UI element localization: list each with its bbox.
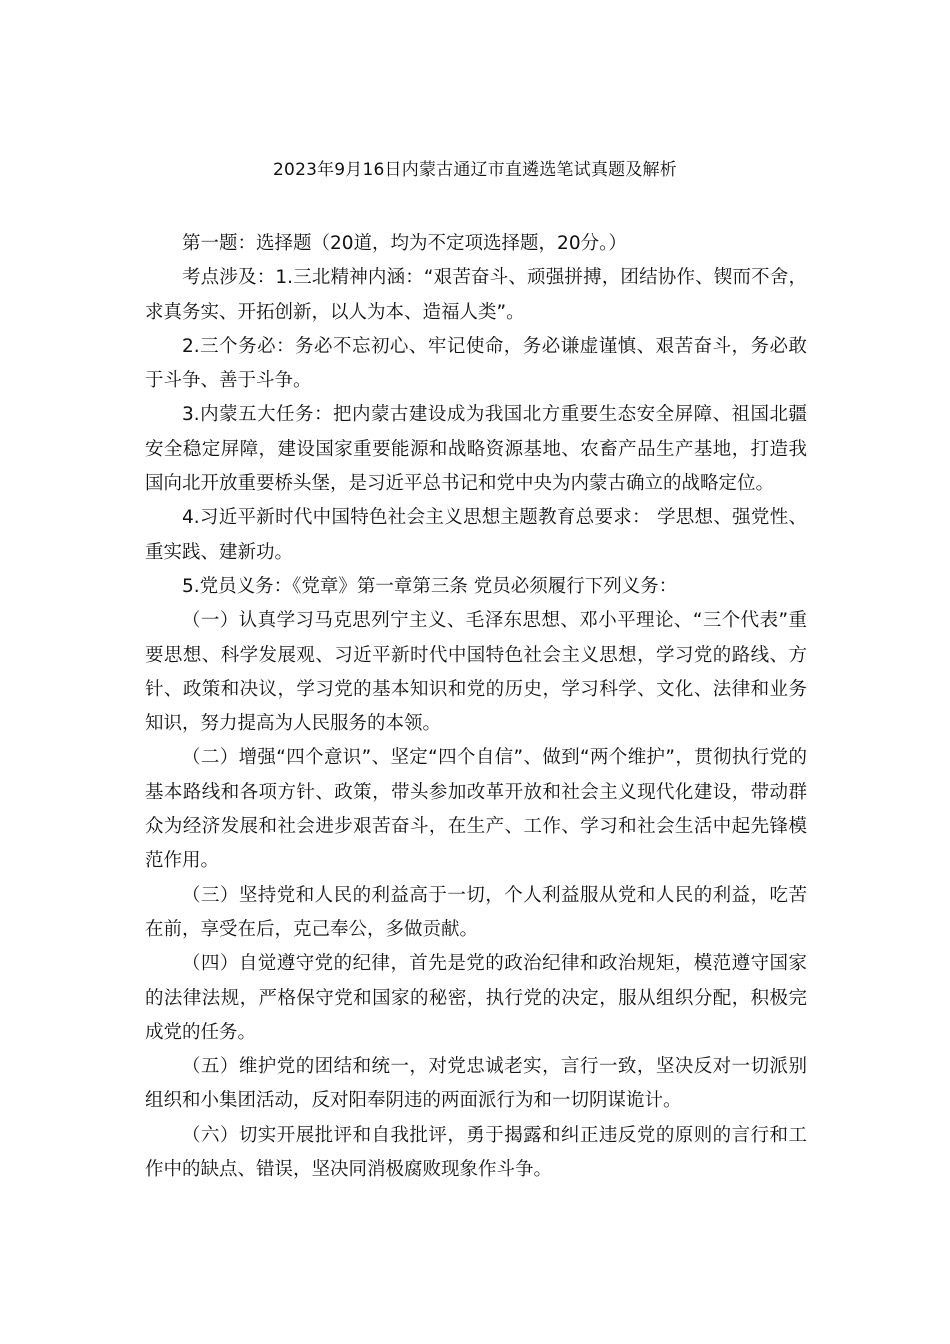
paragraph-duty-2: （二）增强“四个意识”、坚定“四个自信”、做到“两个维护”，贯彻执行党的基本路线和各项方针、政策，带头参加改革开放和社会主义现代化建设，带动群众为经济发展和社会进步艰苦奋斗，在生产、工作、学习和社会生活中起先锋模范作用。	[145, 747, 807, 872]
document-body	[145, 227, 807, 1187]
paragraph-question-one: 第一题：选择题（20道，均为不定项选择题，20分。）	[182, 233, 627, 254]
paragraph-duty-4: （四）自觉遵守党的纪律，首先是党的政治纪律和政治规矩，模范遵守国家的法律法规，严格保守党和国家的秘密，执行党的决定，服从组织分配，积极完成党的任务。	[145, 953, 807, 1043]
paragraph-duty-5: （五）维护党的团结和统一，对党忠诚老实，言行一致，坚决反对一切派别组织和小集团活动，反对阳奉阴违的两面派行为和一切阴谋诡计。	[145, 1056, 807, 1112]
paragraph-member-duties: 5.党员义务：《党章》第一章第三条 党员必须履行下列义务：	[182, 575, 678, 597]
document-title: 2023年9月16日内蒙古通辽市直遴选笔试真题及解析	[273, 160, 677, 180]
paragraph-five-tasks: 3.内蒙五大任务：把内蒙古建设成为我国北方重要生态安全屏障、祖国北疆安全稳定屏障，建设国家重要能源和战略资源基地、农畜产品生产基地，打造我国向北开放重要桥头堡，是习近平总书记和党中央为内蒙古确立的战略定位。	[145, 404, 807, 495]
paragraph-sanbei-spirit: 考点涉及：1.三北精神内涵：“艰苦奋斗、顽强拼搏，团结协作、锲而不舍，求真务实、开拓创新，以人为本、造福人类”。	[145, 267, 807, 323]
paragraph-three-musts: 2.三个务必：务必不忘初心、牢记使命，务必谦虚谨慎、艰苦奋斗，务必敢于斗争、善于斗争。	[145, 335, 807, 392]
paragraph-theme-education: 4.习近平新时代中国特色社会主义思想主题教育总要求： 学思想、强党性、重实践、建新功。	[145, 507, 807, 563]
paragraph-duty-6: （六）切实开展批评和自我批评，勇于揭露和纠正违反党的原则的言行和工作中的缺点、错误，坚决同消极腐败现象作斗争。	[145, 1124, 807, 1181]
paragraph-duty-1: （一）认真学习马克思列宁主义、毛泽东思想、邓小平理论、“三个代表”重要思想、科学发展观、习近平新时代中国特色社会主义思想，学习党的路线、方针、政策和决议，学习党的基本知识和党的历史，学习科学、文化、法律和业务知识，努力提高为人民服务的本领。	[145, 610, 807, 735]
paragraph-duty-3: （三）坚持党和人民的利益高于一切，个人利益服从党和人民的利益，吃苦在前，享受在后，克己奉公，多做贡献。	[145, 884, 807, 940]
